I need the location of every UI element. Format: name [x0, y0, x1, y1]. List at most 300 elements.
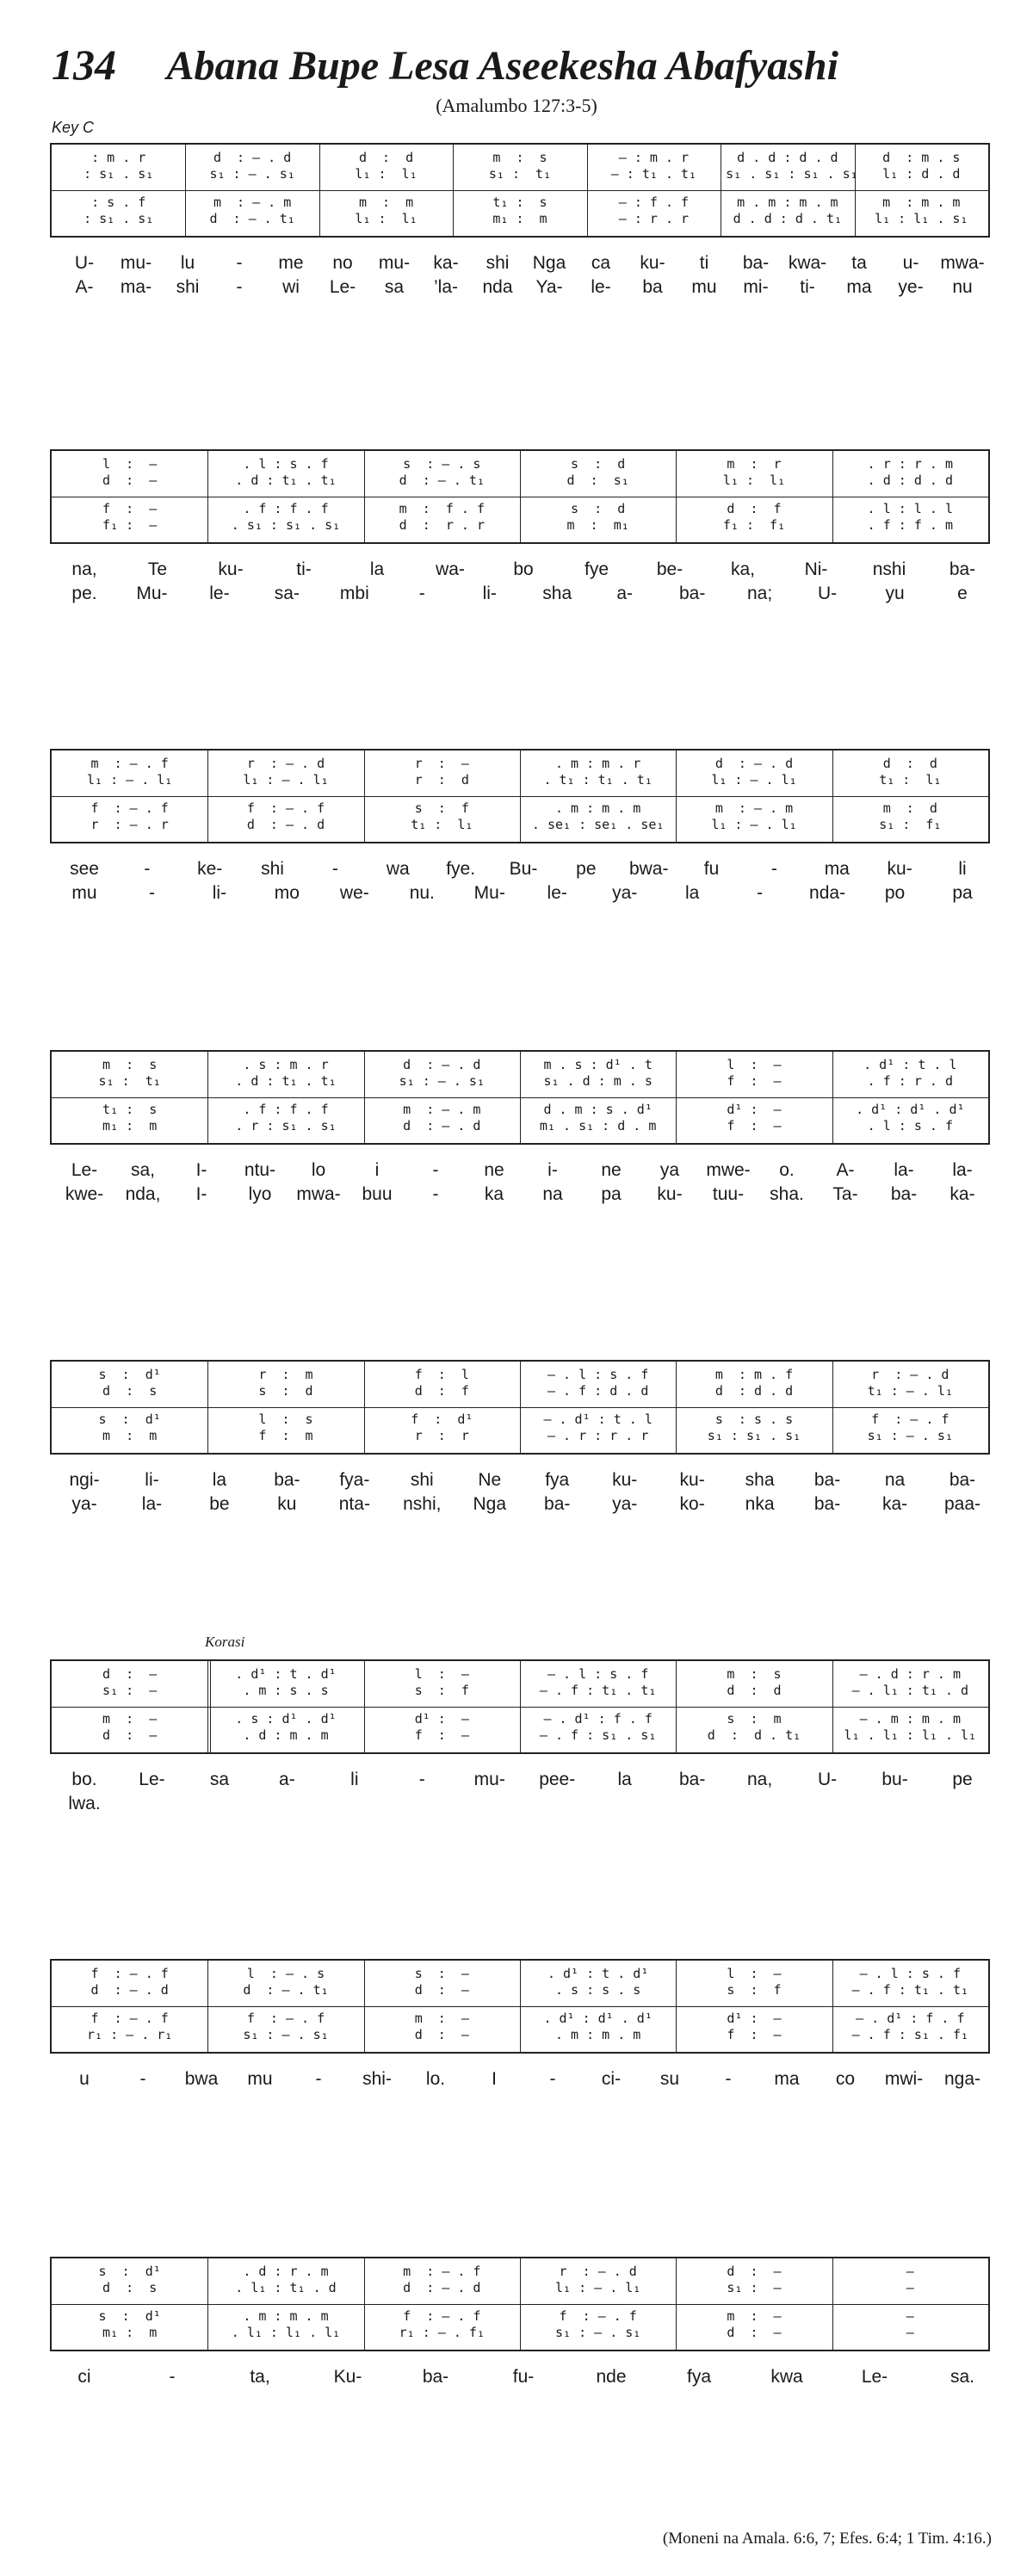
measure [520, 751, 676, 842]
solfa-part-alto: d : – . t₁ [243, 1982, 329, 1998]
solfa-part-soprano: d . d : d . d [737, 150, 838, 165]
solfa-part-tenor: m : d [882, 800, 937, 816]
measure [364, 1052, 520, 1143]
barline [832, 1661, 833, 1752]
barline [364, 2258, 365, 2350]
lyric-syllable: Te [147, 559, 168, 579]
solfa-part-alto: s₁ : — [102, 1683, 158, 1698]
solfa-part-alto: d : — [102, 473, 158, 488]
solfa-part-alto: – . f : d . d [547, 1383, 649, 1399]
solfa-part-soprano: m : m . f [714, 1367, 794, 1382]
lyric-syllable: su [659, 2069, 680, 2089]
solfa-part-bass: d : — [102, 1727, 158, 1743]
barline [520, 1961, 521, 2052]
solfa-part-tenor: f : – . f [403, 2308, 481, 2324]
measure [52, 145, 185, 236]
lyric-syllable: mwa- [296, 1184, 341, 1204]
lyric-verse-1 [50, 1470, 990, 1492]
lyric-syllable: sha [542, 584, 572, 603]
barline [832, 1052, 833, 1143]
barline [676, 751, 677, 842]
solfa-part-bass: d : r . r [399, 517, 485, 533]
lyric-syllable: a- [616, 584, 634, 603]
solfa-part-bass: f : — [414, 1727, 469, 1743]
measure [364, 1362, 520, 1453]
solfa-part-bass: . f : f . m [867, 517, 953, 533]
lyric-syllable: ma [774, 2069, 800, 2089]
solfa-part-bass: r₁ : – . r₁ [86, 2027, 173, 2042]
lyric-syllable: sha [745, 1470, 775, 1490]
lyric-syllable: - [148, 883, 155, 903]
solfa-part-soprano: — : m . r [618, 150, 690, 165]
solfa-part-bass: l₁ : – . l₁ [711, 817, 797, 832]
barline [520, 451, 521, 542]
lyric-syllable: nde [596, 2367, 627, 2387]
solfa-part-tenor: . s : d¹ . d¹ [235, 1711, 337, 1727]
solfa-part-tenor: f : – . f [90, 2011, 169, 2026]
lyric-verse-2 [50, 584, 990, 606]
barline [364, 1661, 365, 1752]
solfa-part-bass: – . f : s₁ . f₁ [851, 2027, 969, 2042]
solfa-part-tenor: t₁ : s [102, 1102, 158, 1117]
solfa-part-soprano: l : – . s [246, 1966, 325, 1981]
solfa-part-tenor: f : – . f [871, 1412, 949, 1427]
solfa-part-soprano: . l : s . f [243, 456, 329, 472]
measure [207, 1661, 363, 1752]
measure [207, 1961, 363, 2052]
measure [52, 1661, 207, 1752]
solfa-part-alto: l₁ : – . l₁ [554, 2280, 641, 2295]
lyric-syllable: na; [747, 584, 773, 603]
lyric-syllable: mbi [339, 584, 369, 603]
lyric-syllable: - [315, 2069, 322, 2089]
lyric-syllable: la- [952, 1160, 973, 1180]
lyric-syllable: po [884, 883, 906, 903]
barline [676, 1052, 677, 1143]
solfa-part-tenor: s : s . s [714, 1412, 794, 1427]
solfa-part-soprano: m : – . f [90, 756, 169, 771]
lyric-syllable: sa [384, 277, 405, 297]
solfa-part-alto: : s₁ . s₁ [84, 166, 154, 182]
barline [855, 145, 856, 236]
lyric-verse-2 [50, 1184, 990, 1207]
lyric-syllable: paa- [943, 1494, 981, 1514]
lyric-syllable: ti- [296, 559, 312, 579]
measure [676, 1052, 832, 1143]
barline [676, 2258, 677, 2350]
solfa-part-alto: d : – . t₁ [399, 473, 485, 488]
measure [520, 1661, 676, 1752]
lyric-syllable: lwa. [68, 1794, 101, 1813]
music-system-3 [50, 749, 990, 903]
music-system-7 [50, 1959, 990, 2110]
solfa-part-tenor: . f : f . f [243, 501, 329, 516]
staff-box [50, 1050, 990, 1145]
solfa-part-tenor: m : – . m [714, 800, 794, 816]
lyric-verse-1 [50, 2069, 990, 2091]
solfa-part-bass: l₁ : l₁ . s₁ [875, 211, 968, 226]
solfa-part-alto: s₁ : t₁ [98, 1073, 161, 1089]
solfa-part-alto: d : s [102, 1383, 158, 1399]
solfa-part-soprano: s : — [414, 1966, 469, 1981]
lyric-syllable: ca [591, 253, 611, 273]
lyric-syllable: le- [591, 277, 611, 297]
lyric-syllable: u- [902, 253, 919, 273]
measure [832, 751, 988, 842]
lyric-syllable: lu [180, 253, 195, 273]
solfa-part-alto: l₁ : d . d [882, 166, 961, 182]
music-system-2 [50, 449, 990, 601]
lyric-syllable: Le- [861, 2367, 888, 2387]
solfa-part-bass: m₁ : m [492, 211, 547, 226]
solfa-part-tenor: l : s [258, 1412, 313, 1427]
lyric-syllable: la [617, 1770, 632, 1789]
solfa-part-tenor: d¹ : — [727, 2011, 782, 2026]
solfa-part-bass: f : — [727, 1118, 782, 1134]
solfa-part-soprano: – . l : s . f [859, 1966, 962, 1981]
lyric-syllable: ka [484, 1184, 504, 1204]
solfa-part-soprano: s : d¹ [98, 1367, 161, 1382]
solfa-part-bass: s₁ : – . s₁ [243, 2027, 329, 2042]
lyric-verse-1 [50, 859, 990, 881]
barline [676, 1362, 677, 1453]
lyric-syllable: - [549, 2069, 556, 2089]
solfa-part-alto: l₁ : – . l₁ [243, 772, 329, 788]
solfa-part-soprano: s : – . s [403, 456, 481, 472]
measure [319, 145, 453, 236]
solfa-part-tenor: – . d¹ : f . f [543, 1711, 653, 1727]
lyric-syllable: - [169, 2367, 176, 2387]
lyric-syllable: Nga [473, 1494, 507, 1514]
lyric-syllable: I [492, 2069, 497, 2089]
barline [587, 145, 588, 236]
lyric-syllable: Ku- [333, 2367, 362, 2387]
lyric-syllable: nda- [809, 883, 846, 903]
lyric-syllable: i- [547, 1160, 558, 1180]
solfa-part-tenor: d : f [727, 501, 782, 516]
measure [364, 2258, 520, 2350]
lyric-syllable: ba- [949, 1470, 976, 1490]
barline [676, 1961, 677, 2052]
lyric-syllable: mwi- [884, 2069, 924, 2089]
measure [185, 145, 319, 236]
solfa-part-bass: . r : s₁ . s₁ [235, 1118, 337, 1134]
lyric-syllable: ba- [813, 1494, 841, 1514]
barline [319, 145, 320, 236]
solfa-part-bass: . d : m . m [243, 1727, 329, 1743]
measure [676, 1961, 832, 2052]
lyric-syllable: ku- [640, 253, 665, 273]
solfa-part-bass: s₁ : f₁ [879, 817, 942, 832]
lyric-syllable: ka- [433, 253, 459, 273]
measure [207, 751, 363, 842]
lyric-syllable: nda [482, 277, 513, 297]
barline [364, 451, 365, 542]
lyric-syllable: fya [545, 1470, 570, 1490]
solfa-part-bass: f₁ : — [102, 517, 158, 533]
lyric-syllable: li [958, 859, 967, 879]
lyric-syllable: - [144, 859, 151, 879]
lyric-syllable: ba- [742, 253, 770, 273]
solfa-part-alto: s : f [727, 1982, 782, 1998]
lyric-syllable: ka, [730, 559, 756, 579]
solfa-part-bass: d : – . d [403, 1118, 481, 1134]
lyric-syllable: ya [659, 1160, 680, 1180]
lyric-syllable: ba- [813, 1470, 841, 1490]
lyric-syllable: kwa [770, 2367, 803, 2387]
lyric-syllable: Ne [478, 1470, 502, 1490]
key-signature: Key C [52, 119, 95, 136]
lyric-syllable: Nga [532, 253, 566, 273]
lyric-syllable: ba- [949, 559, 976, 579]
lyric-syllable: ba- [890, 1184, 918, 1204]
solfa-part-bass: – . r : r . r [547, 1428, 649, 1443]
solfa-part-alto: s₁ : – . s₁ [209, 166, 295, 182]
lyric-verse-1 [50, 1770, 990, 1792]
lyric-syllable: ya- [612, 883, 638, 903]
lyric-syllable: - [139, 2069, 146, 2089]
title-row [52, 40, 838, 90]
lyric-syllable: ba- [422, 2367, 449, 2387]
solfa-part-alto: – . f : t₁ . t₁ [539, 1683, 657, 1698]
measure [207, 1052, 363, 1143]
lyric-syllable: wa [386, 859, 410, 879]
solfa-part-soprano: – . d : r . m [859, 1666, 962, 1682]
lyric-syllable: - [432, 1184, 439, 1204]
lyric-syllable: mu- [473, 1770, 505, 1789]
measure [52, 1961, 207, 2052]
measure [832, 1362, 988, 1453]
measure [364, 451, 520, 542]
measure [520, 1961, 676, 2052]
solfa-part-bass: r : – . r [90, 817, 169, 832]
lyric-syllable: ci [77, 2367, 91, 2387]
lyric-syllable: mo [274, 883, 300, 903]
solfa-part-tenor: . l : l . l [867, 501, 953, 516]
lyric-syllable: fu [703, 859, 720, 879]
lyric-syllable: a- [279, 1770, 295, 1789]
lyric-syllable: pa [952, 883, 973, 903]
solfa-part-soprano: l : — [727, 1966, 782, 1981]
lyric-syllable: ne [601, 1160, 622, 1180]
lyric-syllable: la- [894, 1160, 914, 1180]
lyric-syllable: ya- [612, 1494, 638, 1514]
lyric-syllable: I- [195, 1160, 207, 1180]
barline [364, 1052, 365, 1143]
lyric-syllable: ya- [71, 1494, 97, 1514]
solfa-part-soprano: s : d¹ [98, 2264, 161, 2279]
lyric-syllable: ma [824, 859, 850, 879]
solfa-part-soprano: r : – . d [871, 1367, 949, 1382]
lyric-syllable: ku- [218, 559, 244, 579]
staff-box [50, 1360, 990, 1455]
solfa-part-bass: . s₁ : s₁ . s₁ [231, 517, 341, 533]
lyric-syllable: la- [141, 1494, 163, 1514]
lyric-syllable: Mu- [136, 584, 168, 603]
measure [832, 1052, 988, 1143]
lyric-syllable: fya- [339, 1470, 370, 1490]
measure [855, 145, 988, 236]
solfa-part-tenor: f : – . f [559, 2308, 637, 2324]
solfa-part-bass: d . d : d . t₁ [733, 211, 843, 226]
solfa-part-soprano: l : — [414, 1666, 469, 1682]
lyric-verse-2 [50, 1494, 990, 1517]
lyric-syllable: ba- [678, 584, 706, 603]
solfa-part-soprano: d : — [102, 1666, 158, 1682]
solfa-part-bass: d : — [414, 2027, 469, 2042]
lyric-syllable: I- [195, 1184, 207, 1204]
lyric-syllable: Ta- [832, 1184, 858, 1204]
solfa-part-soprano: m : r [727, 456, 782, 472]
solfa-part-soprano: . s : m . r [243, 1057, 329, 1072]
lyric-syllable: A- [836, 1160, 855, 1180]
solfa-part-soprano: s : d [571, 456, 626, 472]
lyric-syllable: co [835, 2069, 856, 2089]
measure [832, 1661, 988, 1752]
lyric-syllable: pe [576, 859, 597, 879]
barline [832, 451, 833, 542]
barline [676, 1661, 677, 1752]
lyric-syllable: sa, [130, 1160, 156, 1180]
solfa-part-alto: d : d [727, 1683, 782, 1698]
lyric-syllable: - [236, 277, 243, 297]
solfa-part-soprano: . d : r . m [243, 2264, 329, 2279]
measure [520, 2258, 676, 2350]
solfa-part-tenor: : s . f [91, 195, 146, 210]
solfa-part-bass: m : m₁ [566, 517, 629, 533]
lyric-syllable: lyo [248, 1184, 272, 1204]
measure [721, 145, 858, 236]
lyric-syllable: bo. [71, 1770, 97, 1789]
measure [207, 451, 363, 542]
lyric-syllable: nu. [409, 883, 435, 903]
lyric-syllable: lo [311, 1160, 326, 1180]
lyric-syllable: li- [145, 1470, 159, 1490]
lyric-verse-2 [50, 883, 990, 905]
hymn-number: 134 [52, 40, 116, 89]
solfa-part-alto: — [906, 2280, 914, 2295]
solfa-part-soprano: r : — [414, 756, 469, 771]
lyric-syllable: mwe- [706, 1160, 751, 1180]
solfa-part-tenor: . d¹ : d¹ . d¹ [543, 2011, 653, 2026]
solfa-part-soprano: f : – . f [90, 1966, 169, 1981]
solfa-part-bass: r : r [414, 1428, 469, 1443]
solfa-part-tenor: . m : m . m [243, 2308, 329, 2324]
lyric-verse-1 [50, 2367, 990, 2389]
lyric-syllable: e [957, 584, 968, 603]
lyric-syllable: see [70, 859, 99, 879]
solfa-part-alto: s : d [258, 1383, 313, 1399]
solfa-part-tenor: f : – . f [246, 2011, 325, 2026]
lyric-syllable: yu [885, 584, 905, 603]
solfa-part-bass: s₁ : – . s₁ [554, 2325, 641, 2340]
lyric-syllable: ko- [679, 1494, 705, 1514]
lyric-syllable: sha. [770, 1184, 804, 1204]
solfa-part-alto: t₁ : l₁ [879, 772, 942, 788]
barline [364, 1961, 365, 2052]
staff-box [50, 749, 990, 843]
lyric-syllable: wa- [436, 559, 465, 579]
lyric-syllable: A- [75, 277, 94, 297]
lyric-syllable: ma [846, 277, 872, 297]
lyric-syllable: bwa- [628, 859, 669, 879]
lyric-syllable: sa [209, 1770, 230, 1789]
barline [207, 451, 208, 542]
solfa-part-alto: d : f [414, 1383, 469, 1399]
solfa-part-tenor: — [906, 2308, 914, 2324]
lyric-verse-1 [50, 253, 990, 275]
solfa-part-bass: f : m [258, 1428, 313, 1443]
measure [364, 1961, 520, 2052]
measure [676, 1362, 832, 1453]
lyric-syllable: shi [410, 1470, 434, 1490]
barline [207, 1052, 208, 1143]
lyric-syllable: be- [656, 559, 684, 579]
double-barline [207, 1661, 211, 1752]
solfa-part-tenor: f : – . f [90, 800, 169, 816]
barline [520, 2258, 521, 2350]
solfa-part-tenor: . f : f . f [243, 1102, 329, 1117]
lyric-syllable: la [684, 883, 700, 903]
measure [52, 1052, 207, 1143]
lyric-syllable: fye [584, 559, 609, 579]
solfa-part-soprano: d : — [727, 2264, 782, 2279]
lyric-syllable: mwa- [940, 253, 985, 273]
solfa-part-tenor: . m : m . m [554, 800, 641, 816]
lyric-syllable: - [418, 584, 425, 603]
lyric-syllable: tuu- [712, 1184, 745, 1204]
solfa-part-bass: d : — [727, 2325, 782, 2340]
measure [832, 451, 988, 542]
measure [207, 2258, 363, 2350]
lyric-syllable: Ya- [535, 277, 563, 297]
barline [520, 751, 521, 842]
solfa-part-tenor: m : — [102, 1711, 158, 1727]
solfa-part-soprano: d : – . d [403, 1057, 481, 1072]
solfa-part-bass: s₁ : – . s₁ [867, 1428, 953, 1443]
solfa-part-bass: — [906, 2325, 914, 2340]
barline [364, 751, 365, 842]
lyric-syllable: ku [277, 1494, 297, 1514]
solfa-part-alto: l₁ : – . l₁ [711, 772, 797, 788]
lyric-syllable: mu [71, 883, 97, 903]
barline [185, 145, 186, 236]
lyric-syllable: Le- [329, 277, 356, 297]
solfa-part-alto: d : s₁ [566, 473, 629, 488]
lyric-syllable: Le- [139, 1770, 165, 1789]
solfa-part-alto: – . f : t₁ . t₁ [851, 1982, 969, 1998]
lyric-syllable: nga- [943, 2069, 981, 2089]
solfa-part-soprano: m : s [102, 1057, 158, 1072]
measure [453, 145, 586, 236]
solfa-part-tenor: f : d¹ [411, 1412, 473, 1427]
solfa-part-bass: s₁ : s₁ . s₁ [707, 1428, 801, 1443]
measure [587, 145, 721, 236]
lyric-syllable: ti- [800, 277, 815, 297]
music-system-6 [50, 1634, 990, 1813]
lyric-verse-1 [50, 1160, 990, 1183]
lyric-syllable: ba [642, 277, 663, 297]
solfa-part-tenor: f : — [102, 501, 158, 516]
solfa-part-alto: . m : s . s [243, 1683, 329, 1698]
barline [207, 1362, 208, 1453]
solfa-part-alto: d : d . d [714, 1383, 794, 1399]
solfa-part-soprano: . m : m . r [554, 756, 641, 771]
solfa-part-alto: — : t₁ . t₁ [610, 166, 697, 182]
measure [520, 1362, 676, 1453]
lyric-syllable: ne [484, 1160, 504, 1180]
solfa-part-alto: d : – . d [403, 2280, 481, 2295]
